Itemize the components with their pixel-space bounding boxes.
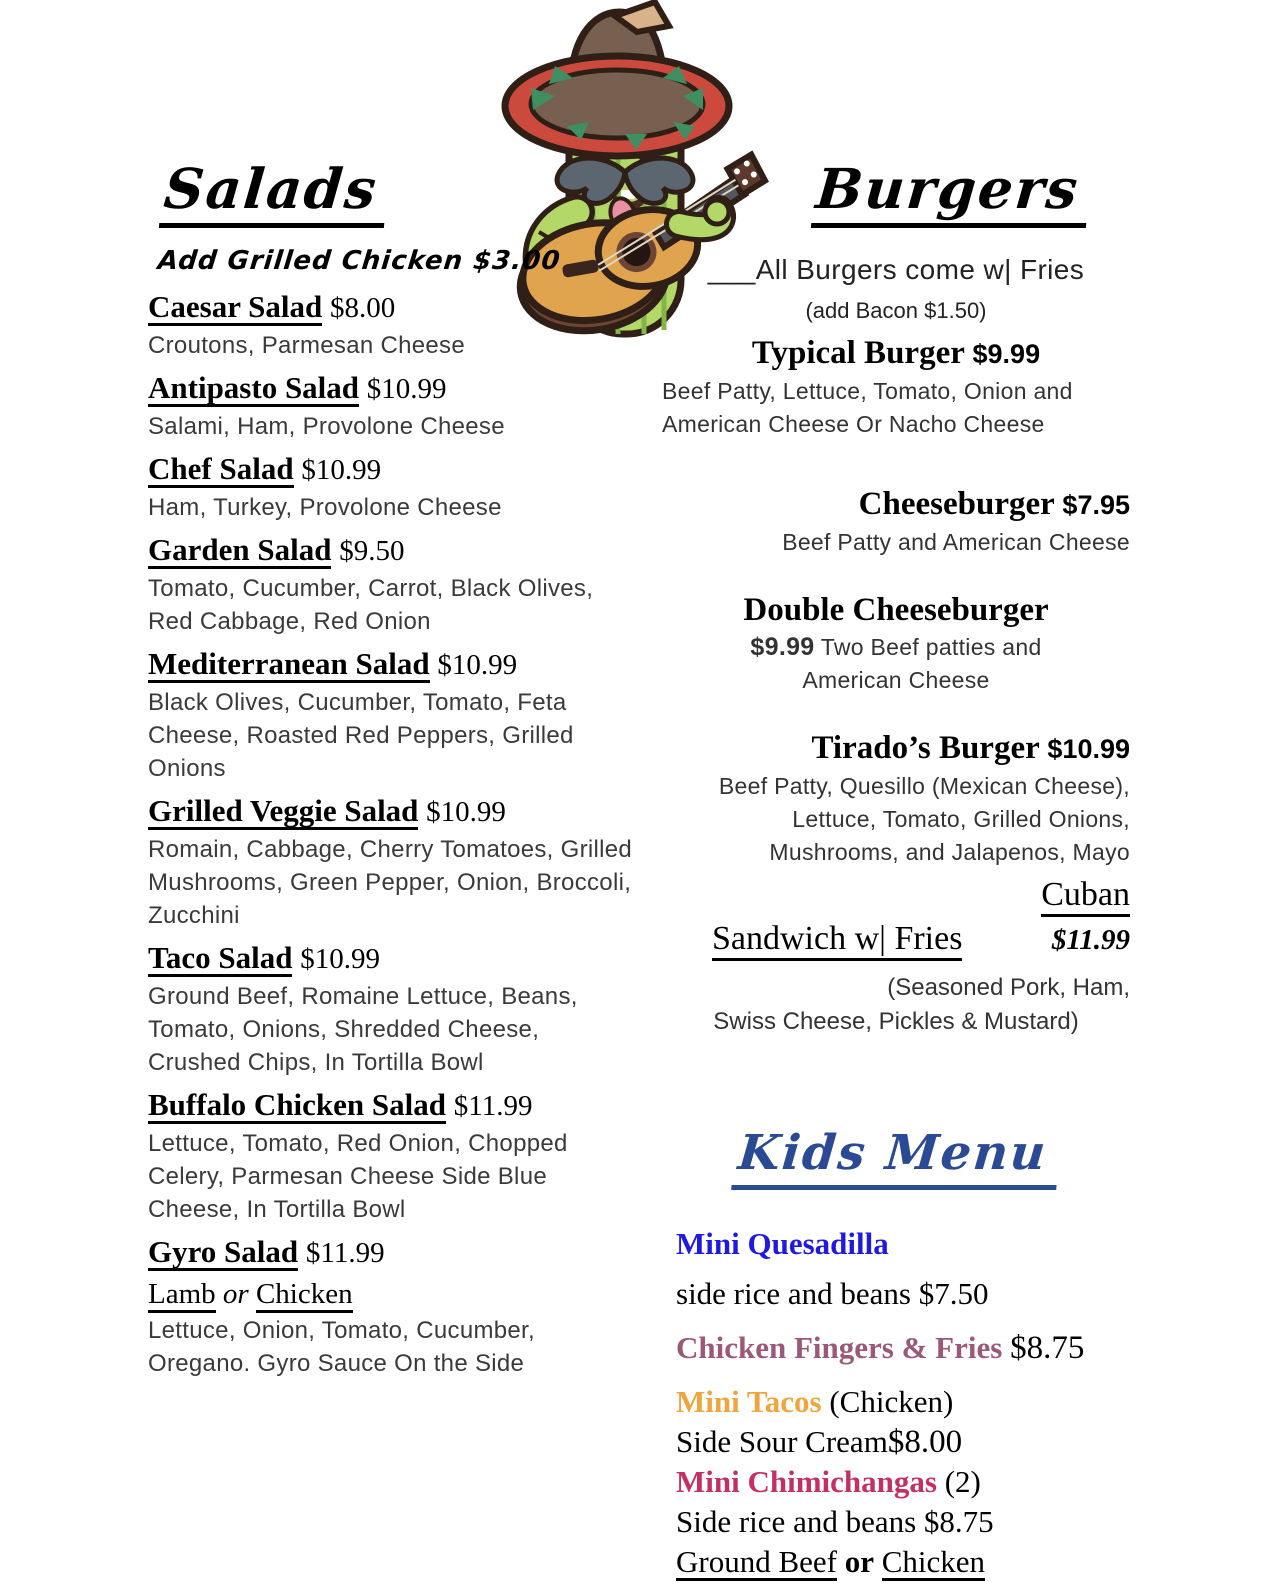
side-price: $8.00	[887, 1424, 963, 1460]
kids-item-side: Side rice and beans $8.75	[676, 1504, 994, 1539]
item-price: $8.75	[1010, 1330, 1085, 1366]
salad-item-antipasto	[148, 367, 634, 443]
burger-item-double-cheeseburger	[662, 589, 1130, 697]
item-name: Double Cheeseburger	[743, 592, 1049, 628]
burgers-fries-note: ___All Burgers come w| Fries	[707, 254, 1085, 285]
item-name: Cheeseburger	[858, 486, 1055, 522]
option-separator: or	[222, 1278, 249, 1310]
item-desc: American Cheese Or Nacho Cheese	[662, 411, 1045, 437]
salad-item-gyro	[148, 1231, 634, 1380]
item-name: Tirado’s Burger	[811, 730, 1040, 766]
item-name: Mediterranean Salad	[148, 647, 430, 683]
side-label: Side Sour Cream	[676, 1424, 888, 1459]
item-price: $9.50	[339, 535, 405, 567]
kids-item-mini-quesadilla	[676, 1224, 1130, 1264]
salad-item-chef	[148, 448, 634, 524]
salads-add-chicken-note: Add Grilled Chicken $3.00	[156, 246, 563, 276]
kids-item-mini-chimichangas	[676, 1462, 1130, 1502]
item-name: Gyro Salad	[148, 1235, 298, 1271]
item-desc: Romain, Cabbage, Cherry Tomatoes, Grilled Mushrooms, Green Pepper, Onion, Broccoli, Zucchini	[148, 836, 633, 929]
item-name: Mini Quesadilla	[676, 1226, 889, 1261]
item-name: Mini Tacos	[676, 1384, 822, 1419]
option-ground-beef: Ground Beef	[676, 1545, 837, 1581]
item-price: $11.99	[453, 1090, 533, 1122]
kids-menu-section	[662, 1125, 1130, 1582]
item-desc: (Seasoned Pork, Ham,	[887, 974, 1130, 1001]
item-price: $9.99	[750, 633, 815, 661]
option-separator: or	[844, 1544, 874, 1579]
salad-item-buffalo-chicken	[148, 1084, 634, 1226]
item-desc: Swiss Cheese, Pickles & Mustard)	[713, 1008, 1079, 1035]
salads-title: Salads	[159, 156, 391, 228]
item-price: $10.99	[300, 943, 380, 975]
item-name: Mini Chimichangas	[676, 1464, 937, 1499]
option-chicken: Chicken	[256, 1279, 353, 1313]
burgers-bacon-note: (add Bacon $1.50)	[805, 298, 987, 323]
item-desc: Croutons, Parmesan Cheese	[148, 332, 465, 359]
burger-item-typical	[662, 332, 1130, 441]
kids-menu-title: Kids Menu	[731, 1125, 1061, 1190]
item-desc: Lettuce, Tomato, Red Onion, Chopped Celery, Parmesan Cheese Side Blue Cheese, In Tortilla Bowl	[148, 1130, 568, 1223]
item-price: $10.99	[1047, 734, 1130, 764]
salad-item-taco	[148, 937, 634, 1079]
item-desc: Beef Patty, Lettuce, Tomato, Onion and	[662, 378, 1073, 404]
item-price: $8.00	[330, 292, 396, 324]
item-desc: Lettuce, Onion, Tomato, Cucumber, Oregano. Gyro Sauce On the Side	[148, 1317, 535, 1377]
item-desc: Tomato, Cucumber, Carrot, Black Olives, Red Cabbage, Red Onion	[148, 575, 594, 635]
burgers-title: Burgers	[810, 156, 1091, 228]
item-price: $10.99	[437, 649, 518, 681]
item-price: $11.99	[1051, 924, 1130, 956]
item-name: Typical Burger	[751, 335, 965, 371]
cuban-sandwich-item	[662, 873, 1130, 1039]
salad-item-caesar	[148, 286, 634, 362]
item-desc: Salami, Ham, Provolone Cheese	[148, 413, 505, 440]
item-price: $7.95	[1062, 490, 1130, 520]
burger-item-cheeseburger	[662, 483, 1130, 559]
item-suffix: (Chicken)	[821, 1384, 954, 1419]
item-name: Buffalo Chicken Salad	[148, 1088, 446, 1124]
item-name-line2: Sandwich w| Fries	[712, 921, 962, 961]
kids-item-chicken-fingers	[676, 1328, 1130, 1368]
item-desc: American Cheese	[802, 667, 990, 693]
kids-item-mini-tacos	[676, 1382, 1130, 1422]
gyro-protein-options	[148, 1274, 634, 1314]
item-desc: Ground Beef, Romaine Lettuce, Beans, Tomato, Onions, Shredded Cheese, Crushed Chips, In Tortilla Bowl	[148, 983, 578, 1076]
item-desc: Beef Patty and American Cheese	[782, 529, 1130, 555]
salad-item-garden	[148, 529, 634, 638]
item-name: Chef Salad	[148, 452, 294, 488]
salad-item-grilled-veggie	[148, 790, 634, 932]
kids-item-side	[676, 1422, 1130, 1462]
salad-item-mediterranean	[148, 643, 634, 785]
option-chicken: Chicken	[882, 1545, 985, 1581]
salads-section	[148, 156, 634, 1385]
kids-protein-options	[676, 1542, 1130, 1582]
item-suffix: (2)	[936, 1464, 981, 1499]
item-name: Antipasto Salad	[148, 371, 359, 407]
kids-item-side: side rice and beans $7.50	[676, 1276, 989, 1311]
burgers-section	[662, 156, 1130, 1582]
item-desc: Lettuce, Tomato, Grilled Onions,	[792, 806, 1130, 832]
item-name: Caesar Salad	[148, 290, 322, 326]
item-name: Chicken Fingers & Fries	[676, 1330, 1003, 1365]
item-price: $10.99	[301, 454, 382, 486]
item-name: Grilled Veggie Salad	[148, 794, 418, 830]
option-lamb: Lamb	[148, 1279, 216, 1313]
item-name: Garden Salad	[148, 533, 331, 569]
item-price: $10.99	[366, 373, 447, 405]
item-desc: Mushrooms, and Jalapenos, Mayo	[769, 839, 1130, 865]
item-desc: Black Olives, Cucumber, Tomato, Feta Cheese, Roasted Red Peppers, Grilled Onions	[148, 689, 574, 782]
item-name-line1: Cuban	[1041, 877, 1130, 917]
item-desc: Two Beef patties and	[820, 634, 1042, 660]
burger-item-tirados	[662, 727, 1130, 869]
item-desc: Ham, Turkey, Provolone Cheese	[148, 494, 502, 521]
item-price: $10.99	[426, 796, 506, 828]
item-price: $11.99	[305, 1237, 385, 1269]
item-desc: Beef Patty, Quesillo (Mexican Cheese),	[718, 773, 1130, 799]
item-price: $9.99	[972, 339, 1041, 369]
item-name: Taco Salad	[148, 941, 292, 977]
